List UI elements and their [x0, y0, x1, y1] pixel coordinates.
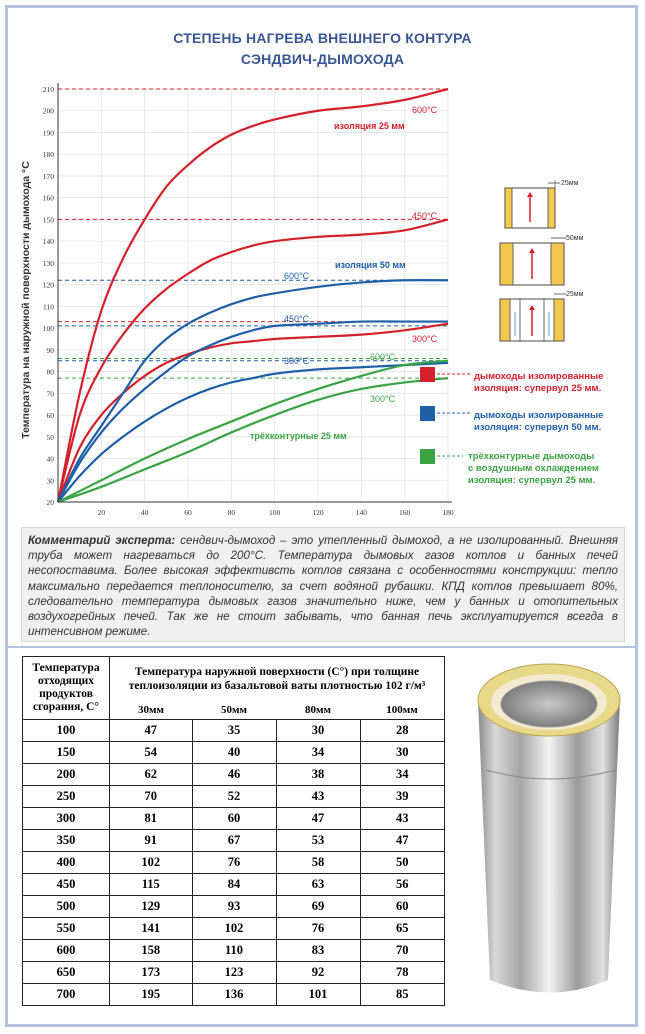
- legend-swatch-blue: [420, 406, 435, 421]
- surface-temp-cell: 63: [276, 874, 360, 896]
- legend-blue-line2: изоляция: супервул 50 мм.: [474, 422, 602, 433]
- surface-temp-cell: 69: [276, 896, 360, 918]
- surface-temp-cell: 70: [360, 940, 445, 962]
- surface-temp-cell: 34: [360, 764, 445, 786]
- table-row: [23, 962, 445, 984]
- group-header: Температура наружной поверхности (С°) при толщине теплоизоляции из базальтовой ваты плотностью 102 г/м³: [110, 657, 445, 702]
- thickness-30: 30мм: [110, 701, 193, 720]
- surface-temp-cell: 141: [110, 918, 193, 940]
- surface-temp-cell: 110: [192, 940, 276, 962]
- y-tick-label: 210: [42, 85, 54, 94]
- surface-temp-cell: 65: [360, 918, 445, 940]
- chart-title-line1: СТЕПЕНЬ НАГРЕВА ВНЕШНЕГО КОНТУРА: [173, 30, 472, 46]
- flue-temp-cell: 150: [23, 742, 110, 764]
- surface-temp-cell: 43: [360, 808, 445, 830]
- table-row: [23, 720, 445, 742]
- x-tick-label: 20: [97, 508, 106, 517]
- x-tick-label: 120: [312, 508, 324, 517]
- table-row: [23, 764, 445, 786]
- surface-temp-cell: 30: [276, 720, 360, 742]
- y-tick-label: 140: [42, 237, 54, 247]
- table-row: [23, 918, 445, 940]
- diagram-3-contour: [500, 291, 584, 341]
- thickness-100: 100мм: [360, 701, 445, 720]
- surface-temp-cell: 76: [192, 852, 276, 874]
- surface-temp-cell: 129: [110, 896, 193, 918]
- legend-green-line2: с воздушным охлаждением: [468, 463, 599, 474]
- surface-temp-cell: 50: [360, 852, 445, 874]
- legend-green-line1: трёхконтурные дымоходы: [468, 451, 595, 462]
- surface-temp-cell: 123: [192, 962, 276, 984]
- table-row: [23, 742, 445, 764]
- diagram-50mm: [500, 235, 584, 285]
- chimney-pipe-illustration: [470, 660, 630, 1005]
- x-tick-label: 140: [355, 508, 367, 517]
- diagram-dim3: 25мм: [566, 291, 584, 298]
- surface-temp-cell: 136: [192, 984, 276, 1006]
- y-tick-label: 60: [46, 411, 54, 421]
- y-tick-label: 200: [42, 106, 54, 116]
- diagram-dim2: 50мм: [566, 235, 584, 242]
- y-axis-label: Температура на наружной поверхности дымохода °С: [20, 161, 32, 439]
- surface-temp-cell: 47: [360, 830, 445, 852]
- surface-temp-cell: 54: [110, 742, 193, 764]
- surface-temp-cell: 34: [276, 742, 360, 764]
- flue-temp-cell: 650: [23, 962, 110, 984]
- label-450-red: 450°C: [412, 211, 438, 221]
- surface-temp-cell: 85: [360, 984, 445, 1006]
- legend-green-line3: изоляция: супервул 25 мм.: [468, 475, 596, 486]
- comment-label: Комментарий эксперта:: [28, 534, 176, 547]
- surface-temp-cell: 93: [192, 896, 276, 918]
- surface-temp-cell: 28: [360, 720, 445, 742]
- table-row: [23, 940, 445, 962]
- series-line-3: [58, 280, 448, 502]
- surface-temp-cell: 92: [276, 962, 360, 984]
- flue-temp-cell: 450: [23, 874, 110, 896]
- diagram-25mm: [505, 180, 579, 228]
- annotation-iz50: изоляция 50 мм: [335, 260, 406, 270]
- x-tick-label: 40: [140, 508, 149, 517]
- surface-temp-cell: 30: [360, 742, 445, 764]
- annotation-tri: трёхконтурные 25 мм: [250, 431, 347, 441]
- table-row: [23, 786, 445, 808]
- x-tick-label: 80: [227, 508, 236, 517]
- y-tick-label: 150: [42, 215, 54, 225]
- surface-temp-cell: 195: [110, 984, 193, 1006]
- surface-temp-cell: 56: [360, 874, 445, 896]
- legend-red-line2: изоляция: супервул 25 мм.: [474, 383, 602, 394]
- col-header-flue-temp: Температура отходящих продуктов сгорания, С°: [23, 657, 110, 720]
- y-tick-label: 100: [42, 324, 54, 334]
- flue-temp-cell: 400: [23, 852, 110, 874]
- diagram-dim1: 25мм: [561, 180, 579, 187]
- y-tick-label: 70: [46, 389, 54, 399]
- table-row: [23, 896, 445, 918]
- table-body: [23, 720, 445, 1006]
- legend-swatch-green: [420, 449, 435, 464]
- table-row: [23, 874, 445, 896]
- label-450-blue: 450°C: [284, 314, 310, 324]
- x-tick-label: 160: [399, 508, 411, 517]
- legend: [420, 367, 603, 486]
- surface-temp-cell: 84: [192, 874, 276, 896]
- y-tick-label: 90: [46, 345, 54, 355]
- y-tick-label: 20: [46, 498, 54, 507]
- legend-blue-line1: дымоходы изолированные: [474, 410, 604, 421]
- surface-temp-cell: 40: [192, 742, 276, 764]
- surface-temp-cell: 102: [192, 918, 276, 940]
- surface-temp-cell: 101: [276, 984, 360, 1006]
- surface-temp-cell: 53: [276, 830, 360, 852]
- y-tick-label: 110: [43, 302, 54, 312]
- x-tick-label: 60: [184, 508, 192, 517]
- label-600-blue: 600°C: [284, 271, 310, 281]
- surface-temp-cell: 58: [276, 852, 360, 874]
- surface-temp-cell: 43: [276, 786, 360, 808]
- surface-temp-cell: 78: [360, 962, 445, 984]
- thickness-50: 50мм: [192, 701, 276, 720]
- table-row: [23, 984, 445, 1006]
- surface-temp-cell: 60: [360, 896, 445, 918]
- table-row: [23, 830, 445, 852]
- x-tick-label: 180: [442, 508, 454, 517]
- y-tick-label: 50: [46, 432, 54, 442]
- surface-temp-cell: 115: [110, 874, 193, 896]
- surface-temp-cell: 158: [110, 940, 193, 962]
- y-tick-label: 190: [42, 128, 54, 138]
- surface-temp-cell: 91: [110, 830, 193, 852]
- surface-temp-cell: 52: [192, 786, 276, 808]
- surface-temp-cell: 38: [276, 764, 360, 786]
- y-tick-label: 120: [42, 280, 54, 290]
- legend-red-line1: дымоходы изолированные: [474, 371, 604, 382]
- surface-temp-cell: 60: [192, 808, 276, 830]
- surface-temp-cell: 173: [110, 962, 193, 984]
- surface-temp-cell: 67: [192, 830, 276, 852]
- y-tick-label: 40: [46, 454, 54, 464]
- surface-temp-cell: 46: [192, 764, 276, 786]
- flue-temp-cell: 550: [23, 918, 110, 940]
- flue-temp-cell: 300: [23, 808, 110, 830]
- y-tick-label: 30: [46, 476, 54, 486]
- legend-swatch-red: [420, 367, 435, 382]
- label-600-green: 600°C: [370, 352, 396, 362]
- flue-temp-cell: 200: [23, 764, 110, 786]
- surface-temp-cell: 47: [276, 808, 360, 830]
- flue-temp-cell: 500: [23, 896, 110, 918]
- surface-temp-cell: 62: [110, 764, 193, 786]
- flue-temp-cell: 600: [23, 940, 110, 962]
- flue-temp-cell: 250: [23, 786, 110, 808]
- table-row: [23, 852, 445, 874]
- label-300-blue: 300°C: [284, 356, 310, 366]
- surface-temp-cell: 83: [276, 940, 360, 962]
- temperature-table: [22, 656, 445, 1006]
- chart-title-line2: СЭНДВИЧ-ДЫМОХОДА: [240, 51, 405, 67]
- y-tick-label: 80: [46, 367, 54, 377]
- label-600-red: 600°C: [412, 105, 438, 115]
- label-300-green: 300°C: [370, 394, 396, 404]
- flue-temp-cell: 100: [23, 720, 110, 742]
- flue-temp-cell: 700: [23, 984, 110, 1006]
- y-tick-label: 160: [42, 193, 54, 203]
- expert-comment: [21, 527, 625, 642]
- surface-temp-cell: 39: [360, 786, 445, 808]
- table-row: [23, 808, 445, 830]
- surface-temp-cell: 102: [110, 852, 193, 874]
- y-tick-label: 180: [42, 150, 54, 160]
- surface-temp-cell: 35: [192, 720, 276, 742]
- surface-temp-cell: 81: [110, 808, 193, 830]
- flue-temp-cell: 350: [23, 830, 110, 852]
- comment-text: сендвич-дымоход – это утепленный дымоход, а не изолированный. Внешняя труба может нагреваться до 200°С. Температура дымовых газов котлов и банных печей несопоставима. Более высокая эффективсть котлов связана с особенностями конструкции: тепло максимально передается теплоносителю, за счет водяной рубашки. КПД котлов превышает 80%, следовательно температура дымовых газов значительно ниже, чем у банных и отопительных воздухогрейных печей. Так же не стоит забывать, что банная печь эксплуатируется всегда в интенсивном режиме.: [28, 534, 618, 639]
- label-300-red: 300°C: [412, 334, 438, 344]
- surface-temp-cell: 76: [276, 918, 360, 940]
- surface-temp-cell: 47: [110, 720, 193, 742]
- x-tick-label: 100: [269, 508, 281, 517]
- section-divider: [8, 646, 635, 648]
- y-tick-label: 170: [42, 171, 54, 181]
- y-tick-label: 130: [42, 258, 54, 268]
- thickness-80: 80мм: [276, 701, 360, 720]
- surface-temp-cell: 70: [110, 786, 193, 808]
- annotation-iz25: изоляция 25 мм: [334, 121, 405, 131]
